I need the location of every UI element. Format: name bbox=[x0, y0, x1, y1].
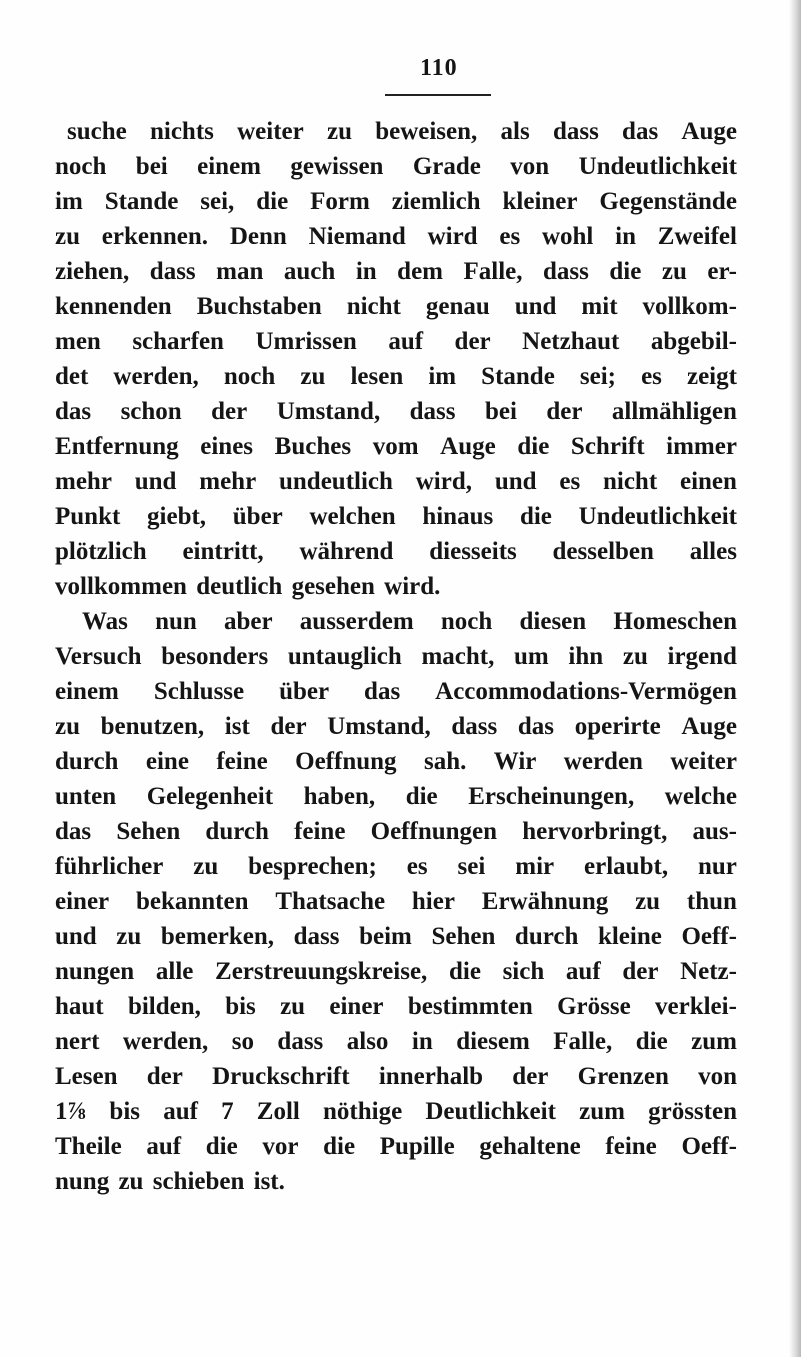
word: diesen bbox=[519, 608, 587, 635]
word: besprechen; bbox=[248, 853, 377, 880]
text-line bbox=[55, 535, 737, 569]
word: ist bbox=[224, 713, 250, 740]
word: von bbox=[698, 1063, 737, 1090]
word: benutzen, bbox=[100, 713, 205, 740]
word: kleiner bbox=[502, 188, 578, 215]
word: also bbox=[346, 1028, 389, 1055]
word: Niemand bbox=[308, 223, 406, 250]
word: eintritt, bbox=[182, 538, 264, 565]
text-line bbox=[55, 500, 737, 534]
word: eine bbox=[145, 748, 189, 775]
word: durch bbox=[55, 748, 119, 775]
word: Umstand, bbox=[327, 713, 431, 740]
word: einem bbox=[197, 153, 262, 180]
word: im bbox=[55, 188, 83, 215]
word: werden, bbox=[113, 363, 199, 390]
word: Accommodations-Vermögen bbox=[435, 678, 737, 705]
word: bei bbox=[484, 398, 517, 425]
word: alles bbox=[689, 538, 737, 565]
word: es bbox=[641, 363, 662, 390]
word: dass bbox=[293, 923, 340, 950]
word: vollkom- bbox=[642, 293, 737, 320]
word: zu bbox=[116, 923, 142, 950]
word: Wir bbox=[493, 748, 537, 775]
word: feine bbox=[294, 818, 346, 845]
word: ausserdem bbox=[299, 608, 414, 635]
word: mit bbox=[581, 293, 618, 320]
word: sei bbox=[457, 853, 486, 880]
word: hinaus bbox=[422, 503, 494, 530]
word: kennenden bbox=[55, 293, 172, 320]
word: nun bbox=[155, 608, 197, 635]
text-line bbox=[55, 710, 737, 744]
word: diesseits bbox=[429, 538, 517, 565]
word: über bbox=[232, 503, 283, 530]
word: dass bbox=[451, 713, 498, 740]
word: zu bbox=[300, 363, 326, 390]
word: als bbox=[500, 118, 530, 145]
word: welchen bbox=[309, 503, 396, 530]
word: unten bbox=[55, 783, 117, 810]
text-line bbox=[55, 1095, 737, 1129]
word: feine bbox=[216, 748, 268, 775]
word: Buches bbox=[274, 433, 352, 460]
word: schon bbox=[120, 398, 182, 425]
word: Homeschen bbox=[613, 608, 737, 635]
word: Druckschrift bbox=[212, 1063, 350, 1090]
word: die bbox=[517, 433, 550, 460]
header-rule bbox=[385, 94, 491, 96]
word: Undeutlichkeit bbox=[578, 503, 737, 530]
word: durch bbox=[205, 818, 269, 845]
word: bemerken, bbox=[160, 923, 275, 950]
word: und bbox=[55, 923, 97, 950]
word: Erscheinungen, bbox=[468, 783, 635, 810]
text-line bbox=[55, 465, 737, 499]
word: während bbox=[299, 538, 394, 565]
word: Netz- bbox=[680, 958, 737, 985]
word: Stande bbox=[104, 188, 179, 215]
page-edge-shadow bbox=[789, 0, 801, 1357]
word: und bbox=[514, 293, 557, 320]
word: nicht bbox=[346, 293, 401, 320]
word: scharfen bbox=[132, 328, 224, 355]
text-line bbox=[55, 1060, 737, 1094]
word: die bbox=[205, 1133, 238, 1160]
word: Denn bbox=[229, 223, 287, 250]
word: Was bbox=[82, 608, 128, 635]
word: ihn bbox=[568, 643, 604, 670]
word: im bbox=[428, 363, 457, 390]
text-line bbox=[55, 780, 737, 814]
word: weiter bbox=[237, 118, 304, 145]
word: hervorbringt, bbox=[522, 818, 668, 845]
word: auf bbox=[163, 1098, 198, 1125]
word: nur bbox=[698, 853, 737, 880]
word: bilden, bbox=[127, 993, 201, 1020]
word: die bbox=[635, 1028, 668, 1055]
word: Entfernung bbox=[55, 433, 179, 460]
word: 7 bbox=[221, 1098, 234, 1125]
word: Falle, bbox=[463, 258, 523, 285]
word: führlicher bbox=[55, 853, 164, 880]
word: lesen bbox=[350, 363, 404, 390]
word: die bbox=[609, 258, 642, 285]
word: sah. bbox=[423, 748, 467, 775]
word: bis bbox=[225, 993, 256, 1020]
word: Erwähnung bbox=[481, 888, 609, 915]
word: so bbox=[231, 1028, 254, 1055]
word: nicht bbox=[602, 468, 658, 495]
word: untauglich bbox=[287, 643, 402, 670]
word: mehr bbox=[199, 468, 257, 495]
word: zu bbox=[661, 258, 687, 285]
word: vom bbox=[372, 433, 419, 460]
word: einer bbox=[55, 888, 110, 915]
word: zum bbox=[691, 1028, 737, 1055]
text-line bbox=[55, 990, 737, 1024]
word: sich bbox=[502, 958, 545, 985]
word: dass bbox=[543, 258, 589, 285]
text-line bbox=[55, 745, 737, 779]
word: es bbox=[499, 223, 521, 250]
word: suche bbox=[67, 118, 127, 145]
word: genau bbox=[425, 293, 490, 320]
word: grössten bbox=[648, 1098, 737, 1125]
word: die bbox=[256, 188, 289, 215]
text-line: vollkommen deutlich gesehen wird. bbox=[55, 573, 441, 600]
word: feine bbox=[605, 1133, 657, 1160]
text-line bbox=[55, 395, 737, 429]
word: Oeff- bbox=[681, 1133, 737, 1160]
page-number: 110 bbox=[420, 55, 458, 81]
text-line bbox=[55, 1130, 737, 1164]
word: dass bbox=[409, 398, 456, 425]
word: verklei- bbox=[655, 993, 737, 1020]
word: Deutlichkeit bbox=[425, 1098, 556, 1125]
word: kleine bbox=[597, 923, 662, 950]
text-line bbox=[55, 955, 737, 989]
text-line bbox=[55, 640, 737, 674]
word: zum bbox=[579, 1098, 625, 1125]
word: bestimmten bbox=[407, 993, 533, 1020]
word: um bbox=[514, 643, 549, 670]
word: mehr bbox=[55, 468, 112, 495]
word: Oeff- bbox=[681, 923, 737, 950]
word: zeigt bbox=[686, 363, 737, 390]
word: die bbox=[448, 958, 481, 985]
word: Umstand, bbox=[276, 398, 381, 425]
word: thun bbox=[686, 888, 737, 915]
text-line bbox=[55, 850, 737, 884]
word: über bbox=[279, 678, 330, 705]
word: desselben bbox=[552, 538, 654, 565]
word: eines bbox=[200, 433, 254, 460]
word: besonders bbox=[161, 643, 269, 670]
word: undeutlich bbox=[279, 468, 393, 495]
word: haben, bbox=[303, 783, 376, 810]
word: innerhalb bbox=[378, 1063, 484, 1090]
text-line bbox=[55, 815, 737, 849]
word: bekannten bbox=[135, 888, 249, 915]
word: Schrift bbox=[570, 433, 645, 460]
word: ziemlich bbox=[391, 188, 481, 215]
word: weiter bbox=[670, 748, 737, 775]
word: erkennen. bbox=[101, 223, 209, 250]
text-line: nung zu schieben ist. bbox=[55, 1168, 285, 1195]
word: in bbox=[355, 258, 377, 285]
word: bei bbox=[135, 153, 168, 180]
word: operirte bbox=[574, 713, 661, 740]
word: einem bbox=[55, 678, 119, 705]
word: werden, bbox=[122, 1028, 209, 1055]
word: giebt, bbox=[147, 503, 207, 530]
word: und bbox=[134, 468, 177, 495]
word: das bbox=[517, 713, 555, 740]
word: werden bbox=[563, 748, 643, 775]
word: Thatsache bbox=[275, 888, 386, 915]
word: macht, bbox=[421, 643, 495, 670]
word: haut bbox=[55, 993, 104, 1020]
word: Buchstaben bbox=[196, 293, 322, 320]
word: gehaltene bbox=[479, 1133, 581, 1160]
word: hier bbox=[411, 888, 455, 915]
text-line bbox=[55, 885, 737, 919]
word: der bbox=[622, 958, 659, 985]
word: man bbox=[216, 258, 264, 285]
word: einer bbox=[329, 993, 384, 1020]
word: aber bbox=[223, 608, 273, 635]
word: Grenzen bbox=[577, 1063, 669, 1090]
word: Versuch bbox=[55, 643, 142, 670]
word: zu bbox=[280, 993, 306, 1020]
text-line bbox=[55, 1025, 737, 1059]
word: das bbox=[55, 398, 92, 425]
word: aus- bbox=[692, 818, 737, 845]
word: Stande bbox=[481, 363, 555, 390]
word: 1⅞ bbox=[55, 1098, 87, 1125]
word: Grösse bbox=[557, 993, 631, 1020]
word: beweisen, bbox=[375, 118, 478, 145]
word: Falle, bbox=[553, 1028, 613, 1055]
word: zu bbox=[326, 118, 352, 145]
word: irgend bbox=[667, 643, 737, 670]
word: Zoll bbox=[256, 1098, 300, 1125]
word: Grade bbox=[412, 153, 481, 180]
word: der bbox=[270, 713, 307, 740]
word: in bbox=[411, 1028, 433, 1055]
word: noch bbox=[223, 363, 276, 390]
word: die bbox=[519, 503, 552, 530]
word: zu bbox=[55, 223, 80, 250]
word: dass bbox=[149, 258, 196, 285]
word: noch bbox=[440, 608, 493, 635]
word: dem bbox=[397, 258, 443, 285]
word: Netzhaut bbox=[522, 328, 620, 355]
text-line bbox=[55, 325, 737, 359]
word: dass bbox=[552, 118, 599, 145]
word: gewissen bbox=[290, 153, 384, 180]
word: wird, bbox=[415, 468, 472, 495]
word: Lesen bbox=[55, 1063, 118, 1090]
word: von bbox=[510, 153, 550, 180]
word: nöthige bbox=[323, 1098, 403, 1125]
text-line bbox=[55, 220, 737, 254]
text-line bbox=[55, 920, 737, 954]
text-line bbox=[55, 360, 737, 394]
word: sei; bbox=[579, 363, 616, 390]
text-line bbox=[67, 115, 737, 149]
word: Zerstreuungskreise, bbox=[215, 958, 428, 985]
word: alle bbox=[155, 958, 194, 985]
word: Theile bbox=[55, 1133, 122, 1160]
word: immer bbox=[666, 433, 737, 460]
text-line bbox=[55, 290, 737, 324]
word: Pupille bbox=[379, 1133, 455, 1160]
word: beim bbox=[359, 923, 412, 950]
word: der bbox=[546, 398, 583, 425]
word: wird bbox=[427, 223, 478, 250]
text-line bbox=[55, 255, 737, 289]
word: det bbox=[55, 363, 89, 390]
word: Auge bbox=[440, 433, 496, 460]
word: und bbox=[494, 468, 537, 495]
word: dass bbox=[277, 1028, 324, 1055]
word: bis bbox=[109, 1098, 141, 1125]
word: das bbox=[364, 678, 401, 705]
word: die bbox=[323, 1133, 356, 1160]
word: Oeffnung bbox=[295, 748, 397, 775]
word: sei, bbox=[200, 188, 235, 215]
word: das bbox=[622, 118, 659, 145]
word: Form bbox=[310, 188, 370, 215]
word: Schlusse bbox=[153, 678, 245, 705]
word: Sehen bbox=[116, 818, 181, 845]
text-line bbox=[55, 430, 737, 464]
word: Umrissen bbox=[255, 328, 357, 355]
word: noch bbox=[55, 153, 107, 180]
text-line bbox=[55, 675, 737, 709]
word: durch bbox=[514, 923, 579, 950]
word: es bbox=[406, 853, 428, 880]
word: nungen bbox=[55, 958, 135, 985]
word: wohl bbox=[541, 223, 594, 250]
word: abgebil- bbox=[650, 328, 737, 355]
word: vor bbox=[262, 1133, 299, 1160]
word: Gegenstände bbox=[599, 188, 737, 215]
word: allmähligen bbox=[611, 398, 737, 425]
word: Zweifel bbox=[657, 223, 737, 250]
word: zu bbox=[622, 643, 648, 670]
word: das bbox=[55, 818, 92, 845]
word: Auge bbox=[681, 713, 737, 740]
word: Punkt bbox=[55, 503, 121, 530]
word: der bbox=[454, 328, 491, 355]
word: nert bbox=[55, 1028, 100, 1055]
word: einen bbox=[679, 468, 737, 495]
word: zu bbox=[55, 713, 80, 740]
word: Gelegenheit bbox=[146, 783, 274, 810]
word: erlaubt, bbox=[584, 853, 669, 880]
word: plötzlich bbox=[55, 538, 147, 565]
word: mir bbox=[515, 853, 555, 880]
text-line bbox=[55, 185, 737, 219]
word: Undeutlichkeit bbox=[578, 153, 737, 180]
word: Auge bbox=[681, 118, 737, 145]
word: auch bbox=[283, 258, 336, 285]
word: Sehen bbox=[431, 923, 496, 950]
word: Oeffnungen bbox=[370, 818, 498, 845]
word: men bbox=[55, 328, 101, 355]
word: ziehen, bbox=[55, 258, 130, 285]
word: auf bbox=[388, 328, 424, 355]
word: zu bbox=[193, 853, 219, 880]
word: der bbox=[146, 1063, 183, 1090]
word: der bbox=[512, 1063, 549, 1090]
word: auf bbox=[146, 1133, 182, 1160]
text-line bbox=[55, 150, 737, 184]
word: in bbox=[615, 223, 637, 250]
word: nichts bbox=[149, 118, 214, 145]
word: der bbox=[211, 398, 248, 425]
word: welche bbox=[664, 783, 737, 810]
word: diesem bbox=[456, 1028, 530, 1055]
word: die bbox=[405, 783, 438, 810]
word: er- bbox=[707, 258, 737, 285]
word: auf bbox=[565, 958, 601, 985]
word: zu bbox=[635, 888, 661, 915]
text-line bbox=[82, 605, 737, 639]
word: es bbox=[559, 468, 581, 495]
